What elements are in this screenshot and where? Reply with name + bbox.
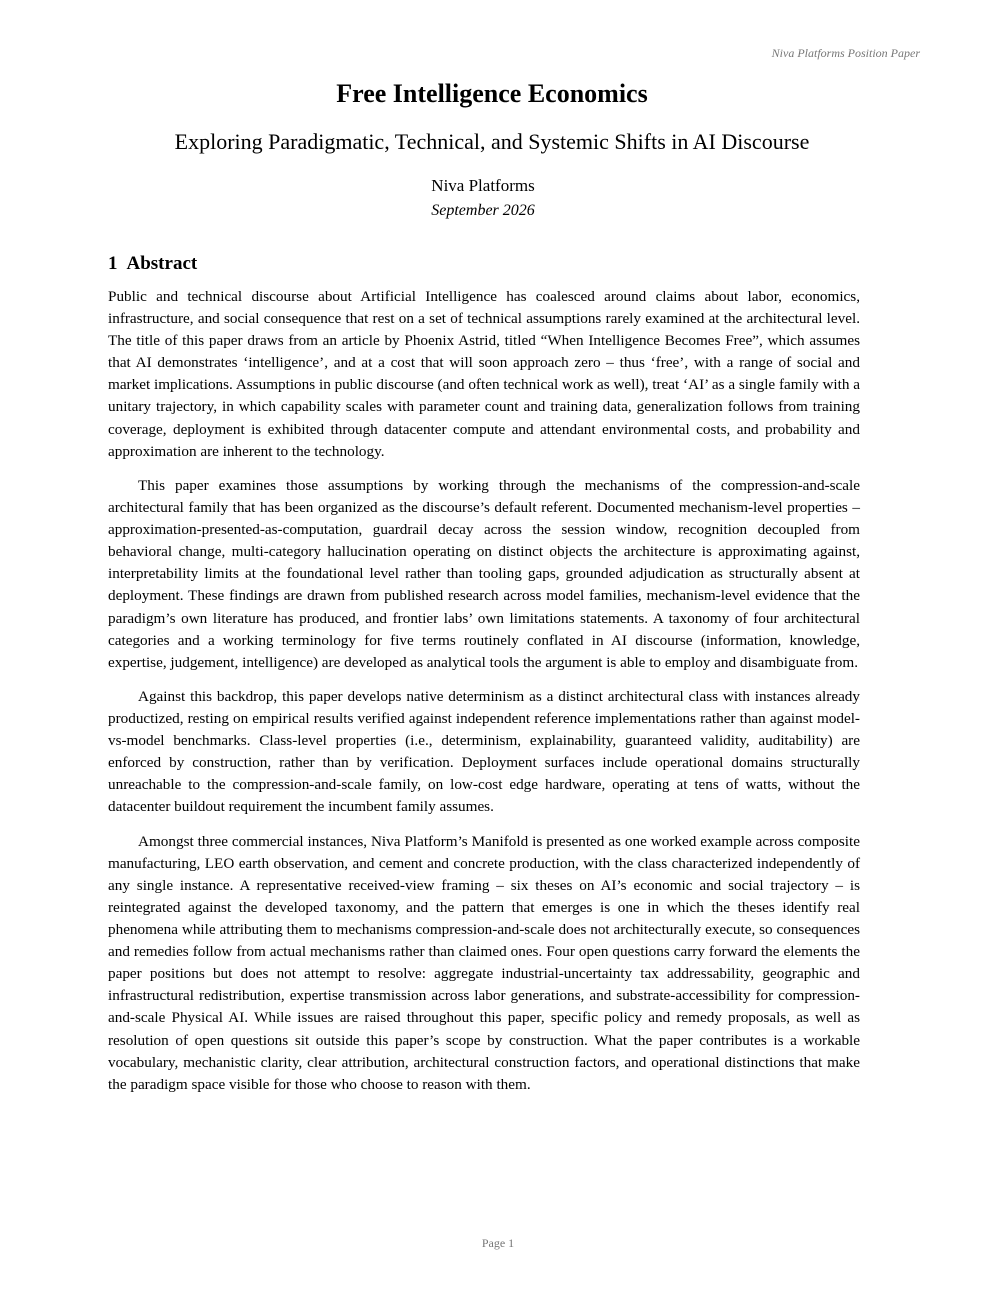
abstract-body — [108, 286, 860, 1108]
section-heading — [108, 252, 197, 276]
abstract-paragraph-4: Amongst three commercial instances, Niva Platform’s Manifold is presented as one worked example across composite manufacturing, LEO earth observation, and cement and concrete production, with the class characterized independently of any single instance. A representative received-view framing – six theses on AI’s economic and social trajectory – is reintegrated against the developed taxonomy, and the pattern that emerges is one in which the theses identify real phenomena while attributing them to mechanisms compression-and-scale does not architecturally execute, so consequences and remedies follow from actual mechanisms rather than claimed ones. Four open questions carry forward the elements the paper positions but does not attempt to resolve: aggregate industrial-uncertainty tax addressability, geographic and infrastructural redistribution, expertise transmission across labor generations, and substrate-accessibility for compression-and-scale Physical AI. While issues are raised throughout this paper, specific policy and remedy proposals, as well as resolution of open questions sit outside this paper’s scope by construction. What the paper contributes is a workable vocabulary, mechanistic clarity, clear attribution, architectural construction factors, and operational distinctions that make the paradigm space visible for those who choose to reason with them. — [108, 832, 860, 1093]
abstract-paragraph-1: Public and technical discourse about Artificial Intelligence has coalesced around claims about labor, economics, infrastructure, and social consequence that rest on a set of technical assumptions rarely examined at the architectural level. The title of this paper draws from an article by Phoenix Astrid, titled “When Intelligence Becomes Free”, which assumes that AI demonstrates ‘intelligence’, and at a cost that will soon approach zero – thus ‘free’, with a range of social and market implications. Assumptions in public discourse (and often technical work as well), treat ‘AI’ as a single family with a unitary trajectory, in which capability scales with parameter count and training data, generalization follows from training coverage, deployment is exhibited through datacenter compute and attendant environmental costs, and probability and approximation are inherent to the technology. — [108, 288, 860, 460]
paper-subtitle: Exploring Paradigmatic, Technical, and Systemic Shifts in AI Discourse — [174, 129, 810, 154]
paper-author: Niva Platforms — [431, 176, 535, 195]
section-number: 1 — [108, 253, 118, 274]
abstract-paragraph-2: This paper examines those assumptions by working through the mechanisms of the compression-and-scale architectural family that has been organized as the discourse’s default referent. Documented mechanism-level properties – approximation-presented-as-computation, guardrail decay across the session window, recognition decoupled from behavioral change, multi-category hallucination operating on distinct objects the architecture is approximating against, interpretability limits at the foundational level rather than tooling gaps, grounded adjudication as structurally absent at deployment. These findings are drawn from published research across model families, mechanism-level evidence that the paradigm’s own literature has produced, and frontier labs’ own limitations statements. A taxonomy of four architectural categories and a working terminology for five terms routinely conflated in AI discourse (information, knowledge, expertise, judgement, intelligence) are developed as analytical tools the argument is able to employ and disambiguate from. — [108, 476, 860, 671]
paper-title: Free Intelligence Economics — [336, 79, 648, 108]
paper-date: September 2026 — [431, 202, 535, 219]
page-number: Page 1 — [481, 1236, 515, 1250]
abstract-paragraph-3: Against this backdrop, this paper develops native determinism as a distinct architectural class with instances already productized, resting on empirical results verified against independent reference implementations rather than against model-vs-model benchmarks. Class-level properties (i.e., determinism, explainability, guaranteed validity, auditability) are enforced by construction, rather than by verification. Deployment surfaces include operational domains structurally unreachable to the compression-and-scale family, on low-cost edge hardware, operating at tens of watts, without the datacenter buildout requirement the incumbent family assumes. — [108, 687, 860, 816]
section-title: Abstract — [126, 253, 198, 274]
running-head: Niva Platforms Position Paper — [771, 46, 920, 60]
